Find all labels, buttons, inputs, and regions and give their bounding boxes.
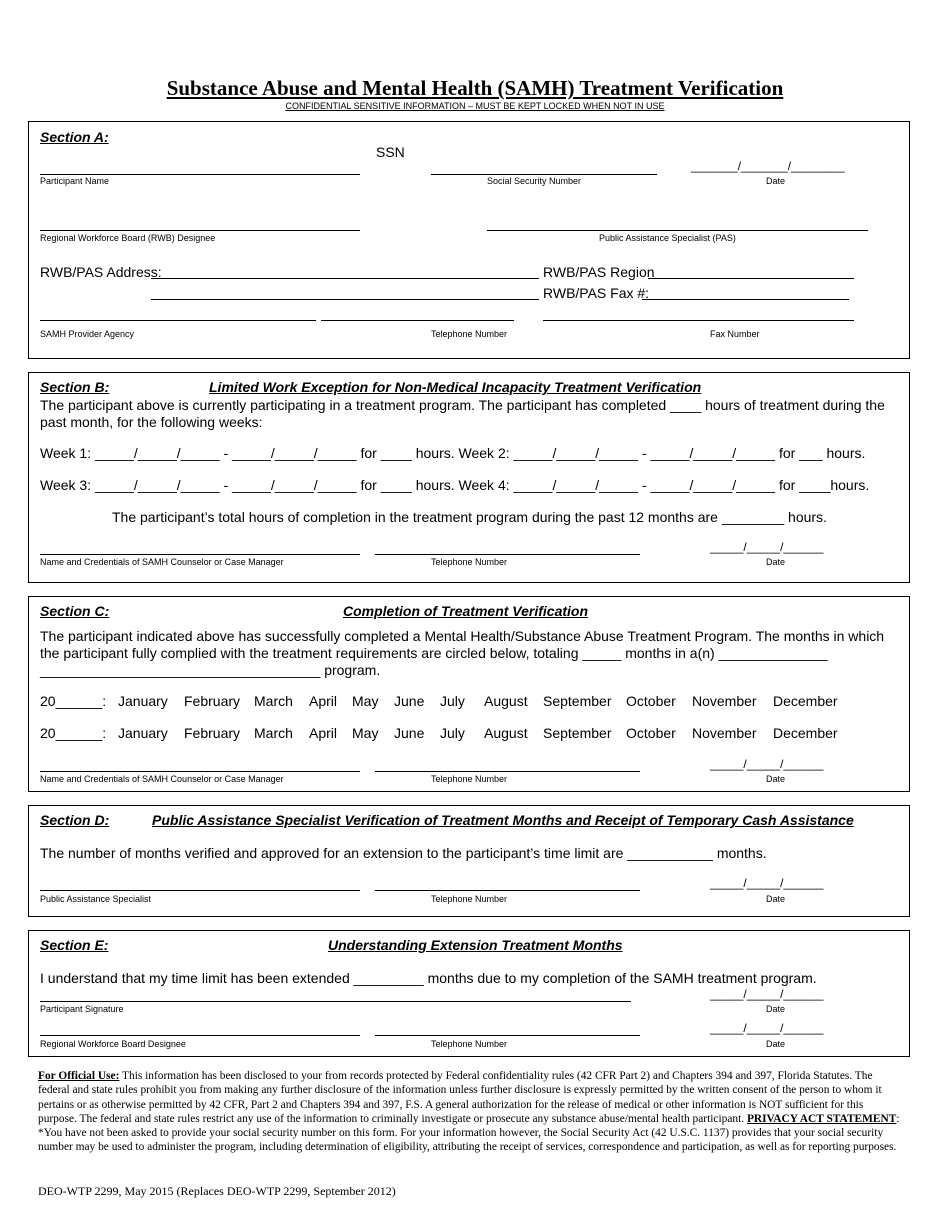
rwb-designee-label: Regional Workforce Board (RWB) Designee xyxy=(40,233,216,243)
participant-name-label: Participant Name xyxy=(40,176,110,186)
section-b-telephone-label: Telephone Number xyxy=(431,557,508,567)
section-c-telephone-label: Telephone Number xyxy=(431,774,508,784)
month-september[interactable]: September xyxy=(543,693,612,709)
section-c-date-label: Date xyxy=(766,774,786,784)
section-c-telephone-field[interactable] xyxy=(375,771,640,772)
rwb-address-field-1[interactable] xyxy=(151,278,539,279)
section-b xyxy=(28,372,910,583)
rwb-region-field[interactable] xyxy=(648,278,854,279)
ssn-label: SSN xyxy=(376,144,405,160)
months-verified[interactable]: The number of months verified and approved for an extension to the participant’s time limit are ___________ months. xyxy=(40,845,767,861)
participant-name-field[interactable] xyxy=(40,174,360,175)
weeks-3-4[interactable]: Week 3: _____/_____/_____ - _____/_____/_____ for ____ hours. Week 4: _____/_____/_____ - _____/_____/_____ for ____hours. xyxy=(40,477,870,493)
provider-field[interactable] xyxy=(40,320,316,321)
pas-signature-field[interactable] xyxy=(40,890,360,891)
rwb-region-label: RWB/PAS Region xyxy=(543,264,655,280)
month-may[interactable]: May xyxy=(352,725,379,741)
privacy-act-label: PRIVACY ACT STATEMENT xyxy=(746,1112,897,1125)
section-b-intro: The participant above is currently participating in a treatment program. The participant has completed ____ hours of treatment during the past month, for the following weeks: xyxy=(40,397,885,430)
section-d-heading: Section D: xyxy=(40,812,110,828)
provider-fax-label: Fax Number xyxy=(710,329,760,339)
rwb-fax-field[interactable] xyxy=(642,299,849,300)
weeks-1-2[interactable]: Week 1: _____/_____/_____ - _____/_____/_____ for ____ hours. Week 2: _____/_____/_____ - _____/_____/_____ for ___ hours. xyxy=(40,445,866,461)
extension-statement[interactable]: I understand that my time limit has been extended _________ months due to my completion of the SAMH treatment program. xyxy=(40,970,817,986)
section-e-date-field-2[interactable]: _____/_____/______ xyxy=(710,1021,824,1035)
rwb-address-field-2[interactable] xyxy=(151,299,539,300)
provider-telephone-label: Telephone Number xyxy=(431,329,508,339)
month-november[interactable]: November xyxy=(692,693,757,709)
section-b-telephone-field[interactable] xyxy=(375,554,640,555)
confidentiality-notice xyxy=(38,1069,900,1155)
section-e-title: Understanding Extension Treatment Months xyxy=(328,937,623,953)
section-b-heading: Section B: xyxy=(40,379,110,395)
provider-label: SAMH Provider Agency xyxy=(40,329,135,339)
pas-field[interactable] xyxy=(487,230,868,231)
participant-signature-label: Participant Signature xyxy=(40,1004,124,1014)
section-e-heading: Section E: xyxy=(40,937,109,953)
month-march[interactable]: March xyxy=(254,725,293,741)
rwb-designee-signature-label: Regional Workforce Board Designee xyxy=(40,1039,186,1049)
section-e xyxy=(28,930,910,1057)
date-label: Date xyxy=(766,176,786,186)
month-march[interactable]: March xyxy=(254,693,293,709)
month-january[interactable]: January xyxy=(118,725,168,741)
total-hours[interactable]: The participant’s total hours of completion in the treatment program during the past 12 months are ________ hours. xyxy=(112,509,827,525)
month-april[interactable]: April xyxy=(309,693,338,709)
section-d-telephone-field[interactable] xyxy=(375,890,640,891)
section-b-date-label: Date xyxy=(766,557,786,567)
section-d xyxy=(28,805,910,917)
month-july[interactable]: July xyxy=(440,725,465,741)
official-use-text: This information has been disclosed to your from records protected by Federal confidentiality rules (42 CFR Part 2) and Chapters 394 and 397, Florida Statutes. The federal and state rules prohibit you from making any further disclosure of the information unless further disclosure is expressly permitted by the written consent of the person to whom it pertains or as otherwise permitted by 42 CFR, Part 2 and Chapters 394 and 397, F.S. A general authorization for the release of medical or other information is NOT sufficient for this purpose. The federal and state rules restrict any use of the information to criminally investigate or prosecute any substance abuse/mental health participant. xyxy=(38,1070,882,1125)
section-e-telephone-field[interactable] xyxy=(375,1035,640,1036)
month-october[interactable]: October xyxy=(626,725,676,741)
month-may[interactable]: May xyxy=(352,693,379,709)
privacy-act-text: : *You have not been asked to provide your social security number on this form. For your information however, the Social Security Act (42 U.S.C. 1137) provides that your social security number may be used to administer the program, including determination of eligibility, attributing the receipt of services, correspondence and participation, as well as for reporting purposes. xyxy=(38,1112,900,1154)
year-field-2[interactable]: 20______: xyxy=(40,725,107,741)
provider-fax-field[interactable] xyxy=(543,320,854,321)
section-c-para-1: The participant indicated above has successfully completed a Mental Health/Substance Abuse Treatment Program. The months in which xyxy=(40,628,885,644)
section-c-para-2[interactable]: the participant fully complied with the treatment requirements are circled below, totaling _____ months in a(n) ______________ xyxy=(40,645,828,661)
month-row-1 xyxy=(29,693,909,711)
month-june[interactable]: June xyxy=(394,693,425,709)
ssn-field[interactable] xyxy=(431,174,657,175)
month-december[interactable]: December xyxy=(773,693,838,709)
month-january[interactable]: January xyxy=(118,693,168,709)
month-december[interactable]: December xyxy=(773,725,838,741)
month-february[interactable]: February xyxy=(184,725,241,741)
month-february[interactable]: February xyxy=(184,693,241,709)
section-c xyxy=(28,596,910,792)
month-november[interactable]: November xyxy=(692,725,757,741)
section-b-counselor-label: Name and Credentials of SAMH Counselor or Case Manager xyxy=(40,557,284,567)
official-use-label: For Official Use: xyxy=(38,1070,120,1082)
month-august[interactable]: August xyxy=(484,725,528,741)
section-b-title: Limited Work Exception for Non-Medical Incapacity Treatment Verification xyxy=(209,379,702,395)
section-a xyxy=(28,121,910,359)
section-b-date-field[interactable]: _____/_____/______ xyxy=(710,540,824,554)
section-c-counselor-field[interactable] xyxy=(40,771,360,772)
section-d-telephone-label: Telephone Number xyxy=(431,894,508,904)
participant-signature-field[interactable] xyxy=(40,1001,631,1002)
provider-telephone-field[interactable] xyxy=(321,320,514,321)
section-a-heading: Section A: xyxy=(40,129,109,145)
date-field[interactable]: _______/_______/________ xyxy=(691,159,845,173)
section-d-date-label: Date xyxy=(766,894,786,904)
rwb-fax-label: RWB/PAS Fax #: xyxy=(543,285,650,301)
form-title: Substance Abuse and Mental Health (SAMH) Treatment Verification xyxy=(166,76,784,100)
section-d-title: Public Assistance Specialist Verification of Treatment Months and Receipt of Temporary Cash Assistance xyxy=(152,812,854,828)
section-c-para-3[interactable]: ____________________________________ program. xyxy=(40,662,381,678)
confidential-notice: CONFIDENTIAL SENSITIVE INFORMATION – MUST BE KEPT LOCKED WHEN NOT IN USE xyxy=(285,101,665,111)
section-e-date-field-1[interactable]: _____/_____/______ xyxy=(710,987,824,1001)
section-c-title: Completion of Treatment Verification xyxy=(343,603,589,619)
pas-signature-label: Public Assistance Specialist xyxy=(40,894,152,904)
section-e-telephone-label: Telephone Number xyxy=(431,1039,508,1049)
rwb-address-label: RWB/PAS Address: xyxy=(40,264,162,280)
ssn-field-label: Social Security Number xyxy=(487,176,582,186)
month-row-2 xyxy=(29,725,909,743)
section-d-date-field[interactable]: _____/_____/______ xyxy=(710,876,824,890)
month-june[interactable]: June xyxy=(394,725,425,741)
month-july[interactable]: July xyxy=(440,693,465,709)
year-field-1[interactable]: 20______: xyxy=(40,693,107,709)
section-c-heading: Section C: xyxy=(40,603,110,619)
section-c-counselor-label: Name and Credentials of SAMH Counselor or Case Manager xyxy=(40,774,284,784)
month-april[interactable]: April xyxy=(309,725,338,741)
section-c-date-field[interactable]: _____/_____/______ xyxy=(710,757,824,771)
month-august[interactable]: August xyxy=(484,693,528,709)
pas-label: Public Assistance Specialist (PAS) xyxy=(599,233,736,243)
month-october[interactable]: October xyxy=(626,693,676,709)
form-id: DEO-WTP 2299, May 2015 (Replaces DEO-WTP 2299, September 2012) xyxy=(38,1184,396,1198)
rwb-designee-signature-field[interactable] xyxy=(40,1035,360,1036)
rwb-designee-field[interactable] xyxy=(40,230,360,231)
section-e-date-label-2: Date xyxy=(766,1039,786,1049)
month-september[interactable]: September xyxy=(543,725,612,741)
section-b-counselor-field[interactable] xyxy=(40,554,360,555)
section-e-date-label-1: Date xyxy=(766,1004,786,1014)
